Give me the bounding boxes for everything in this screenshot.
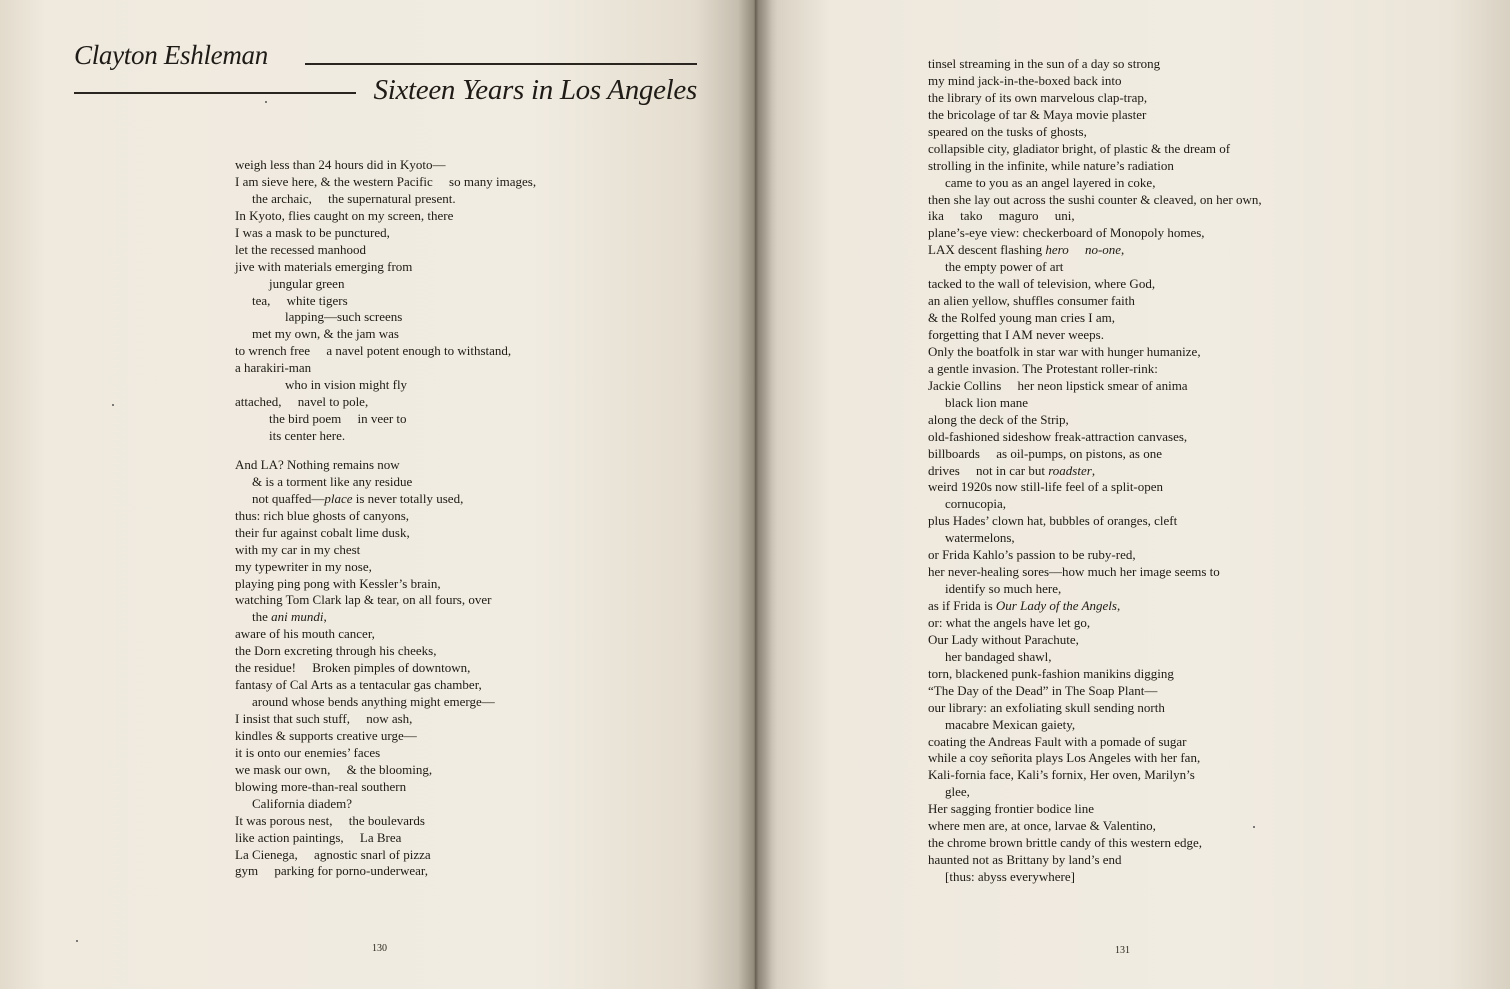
book-gutter xyxy=(738,0,772,989)
poem-line: torn, blackened punk-fashion manikins digging xyxy=(928,665,1174,681)
poem-line: the library of its own marvelous clap-trap, xyxy=(928,89,1148,105)
poem-line: or: what the angels have let go, xyxy=(928,614,1091,630)
poem-line: black lion mane xyxy=(945,394,1029,410)
poem-line: an alien yellow, shuffles consumer faith xyxy=(928,293,1135,309)
poem-line: ika tako maguro uni, xyxy=(928,208,1075,224)
title-rule xyxy=(74,92,356,94)
poem-line: it is onto our enemies’ faces xyxy=(235,744,381,760)
poem-left-column xyxy=(235,157,536,880)
poem-line: a gentle invasion. The Protestant roller-rink: xyxy=(928,360,1158,376)
poem-line: like action paintings, La Brea xyxy=(235,829,402,845)
poem-line: coating the Andreas Fault with a pomade of sugar xyxy=(928,733,1187,749)
poem-line: around whose bends anything might emerge— xyxy=(252,694,495,710)
poem-line: identify so much here, xyxy=(945,581,1062,597)
poem-line: my mind jack-in-the-boxed back into xyxy=(928,72,1122,88)
poem-line: glee, xyxy=(945,784,970,800)
poem-line: It was porous nest, the boulevards xyxy=(235,812,425,828)
poem-line: tea, white tigers xyxy=(252,292,348,308)
poem-line: her bandaged shawl, xyxy=(945,648,1052,664)
poem-line: In Kyoto, flies caught on my screen, there xyxy=(235,207,454,223)
poem-line: watching Tom Clark lap & tear, on all fours, over xyxy=(235,592,492,608)
poem-line: while a coy señorita plays Los Angeles with her fan, xyxy=(928,750,1201,766)
poem-line: kindles & supports creative urge— xyxy=(235,727,417,743)
poem-line: Only the boatfolk in star war with hunger humanize, xyxy=(928,343,1201,359)
page-number-left: 130 xyxy=(372,943,387,954)
poem-line: LAX descent flashing hero no-one, xyxy=(928,242,1125,258)
speck xyxy=(76,940,78,942)
poem-line: I was a mask to be punctured, xyxy=(235,224,390,240)
poem-line: attached, navel to pole, xyxy=(235,394,369,410)
poem-line: “The Day of the Dead” in The Soap Plant— xyxy=(928,682,1158,698)
right-page xyxy=(755,0,1510,989)
poem-line: along the deck of the Strip, xyxy=(928,411,1069,427)
speck xyxy=(1253,826,1255,828)
poem-line: speared on the tusks of ghosts, xyxy=(928,123,1087,139)
poem-line: blowing more-than-real southern xyxy=(235,778,407,794)
poem-line: to wrench free a navel potent enough to withstand, xyxy=(235,343,512,359)
poem-line: [thus: abyss everywhere] xyxy=(945,869,1075,884)
poem-line: the bricolage of tar & Maya movie plaster xyxy=(928,106,1147,122)
poem-line: jungular green xyxy=(269,275,345,291)
poem-line: who in vision might fly xyxy=(285,377,408,393)
poem-line: haunted not as Brittany by land’s end xyxy=(928,852,1122,868)
poem-line: collapsible city, gladiator bright, of plastic & the dream of xyxy=(928,140,1231,156)
poem-line: plus Hades’ clown hat, bubbles of oranges, cleft xyxy=(928,513,1178,529)
poem-line: And LA? Nothing remains now xyxy=(235,456,400,472)
poem-line: Kali-fornia face, Kali’s fornix, Her oven, Marilyn’s xyxy=(928,767,1195,783)
poem-line: & the Rolfed young man cries I am, xyxy=(928,310,1116,326)
poem-line: came to you as an angel layered in coke, xyxy=(945,174,1156,190)
poem-line: or Frida Kahlo’s passion to be ruby-red, xyxy=(928,547,1136,563)
author-name: Clayton Eshleman xyxy=(74,40,268,70)
poem-line: I insist that such stuff, now ash, xyxy=(235,711,413,726)
poem-line: macabre Mexican gaiety, xyxy=(945,716,1076,732)
poem-line: their fur against cobalt lime dusk, xyxy=(235,524,410,540)
poem-line: where men are, at once, larvae & Valentino, xyxy=(928,818,1156,834)
poem-line: let the recessed manhood xyxy=(235,241,367,257)
poem-line: I am sieve here, & the western Pacific so many images, xyxy=(235,173,537,189)
poem-line: plane’s-eye view: checkerboard of Monopoly homes, xyxy=(928,225,1205,241)
poem-line: Her sagging frontier bodice line xyxy=(928,801,1095,817)
poem-line: strolling in the infinite, while nature’s radiation xyxy=(928,157,1174,173)
poem-line: the residue! Broken pimples of downtown, xyxy=(235,660,471,676)
poem-line: her never-healing sores—how much her image seems to xyxy=(928,564,1220,580)
poem-line: billboards as oil-pumps, on pistons, as one xyxy=(928,445,1162,461)
page-number-right: 131 xyxy=(1115,945,1130,956)
speck xyxy=(265,101,267,103)
poem-title: Sixteen Years in Los Angeles xyxy=(373,74,697,106)
poem-line: its center here. xyxy=(269,428,346,443)
poem-line: as if Frida is Our Lady of the Angels, xyxy=(928,598,1121,613)
poem-line: the bird poem in veer to xyxy=(269,411,407,427)
poem-line: gym parking for porno-underwear, xyxy=(235,863,428,879)
poem-line: not quaffed—place is never totally used, xyxy=(252,490,464,506)
poem-line: jive with materials emerging from xyxy=(235,258,413,274)
poem-line: forgetting that I AM never weeps. xyxy=(928,327,1104,342)
poem-line: watermelons, xyxy=(945,530,1015,546)
poem-line: our library: an exfoliating skull sending north xyxy=(928,699,1165,715)
poem-line: drives not in car but roadster, xyxy=(928,462,1096,478)
poem-line: weird 1920s now still-life feel of a split-open xyxy=(928,479,1164,495)
poem-line: the Dorn excreting through his cheeks, xyxy=(235,643,437,659)
poem-line: thus: rich blue ghosts of canyons, xyxy=(235,507,410,523)
poem-line: the empty power of art xyxy=(945,259,1064,275)
poem-line: my typewriter in my nose, xyxy=(235,558,372,574)
poem-line: & is a torment like any residue xyxy=(252,473,413,489)
poem-line: playing ping pong with Kessler’s brain, xyxy=(235,575,441,591)
poem-line: a harakiri-man xyxy=(235,360,312,376)
poem-line: met my own, & the jam was xyxy=(252,326,399,342)
poem-right-column xyxy=(928,56,1262,886)
author-rule xyxy=(305,63,697,65)
poem-line: lapping—such screens xyxy=(285,309,403,325)
speck xyxy=(112,404,114,406)
poem-line xyxy=(235,445,536,457)
poem-line: then she lay out across the sushi counter & cleaved, on her own, xyxy=(928,191,1262,207)
poem-line: cornucopia, xyxy=(945,496,1007,512)
poem-line: weigh less than 24 hours did in Kyoto— xyxy=(235,157,446,172)
poem-line: we mask our own, & the blooming, xyxy=(235,761,433,777)
poem-line: old-fashioned sideshow freak-attraction canvases, xyxy=(928,428,1188,444)
poem-line: with my car in my chest xyxy=(235,541,361,557)
poem-line: La Cienega, agnostic snarl of pizza xyxy=(235,846,431,862)
poem-line: Our Lady without Parachute, xyxy=(928,631,1079,647)
poem-line: tacked to the wall of television, where God, xyxy=(928,276,1156,292)
poem-line: the chrome brown brittle candy of this western edge, xyxy=(928,835,1202,851)
poem-line: the ani mundi, xyxy=(252,609,327,625)
poem-line: California diadem? xyxy=(252,795,352,811)
poem-line: aware of his mouth cancer, xyxy=(235,626,375,642)
poem-line: Jackie Collins her neon lipstick smear of anima xyxy=(928,377,1188,393)
poem-line: fantasy of Cal Arts as a tentacular gas chamber, xyxy=(235,677,482,693)
poem-line: tinsel streaming in the sun of a day so strong xyxy=(928,56,1161,71)
poem-line: the archaic, the supernatural present. xyxy=(252,190,456,206)
